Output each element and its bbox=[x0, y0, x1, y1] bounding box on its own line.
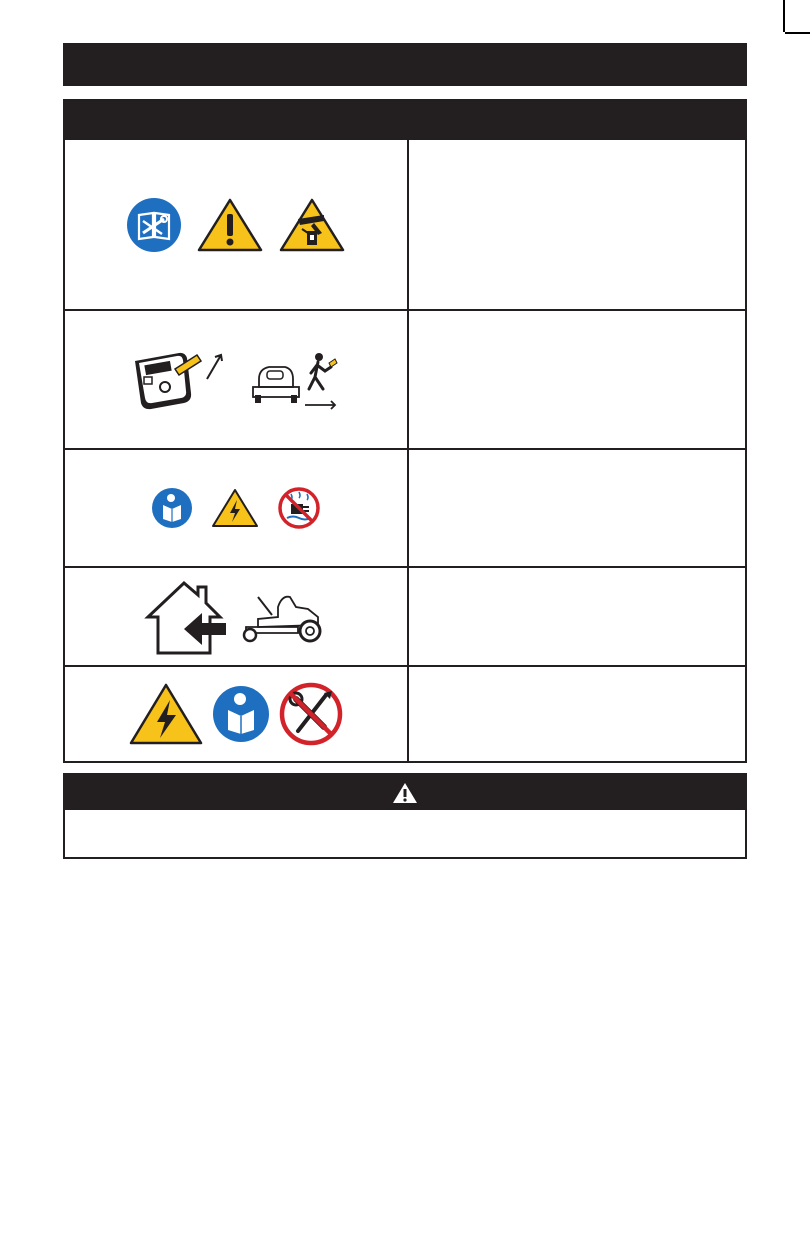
symbol-cell bbox=[65, 311, 407, 448]
table-header bbox=[65, 101, 745, 138]
description-cell bbox=[407, 140, 745, 309]
remove-key-icon bbox=[127, 349, 227, 411]
mower-walk-away-icon bbox=[245, 349, 345, 411]
electric-hazard-icon bbox=[128, 682, 204, 746]
description-cell bbox=[407, 311, 745, 448]
manual-tool-icon bbox=[126, 197, 182, 253]
no-tools-icon bbox=[278, 681, 344, 747]
table-row bbox=[65, 309, 745, 448]
mower-icon bbox=[238, 587, 328, 647]
table-row bbox=[65, 138, 745, 309]
description-cell bbox=[407, 568, 745, 665]
symbol-cell bbox=[65, 140, 407, 309]
warning-box bbox=[63, 773, 747, 859]
read-manual-icon bbox=[151, 487, 193, 529]
store-indoors-icon bbox=[144, 577, 228, 657]
description-cell bbox=[407, 667, 745, 761]
symbol-cell bbox=[65, 667, 407, 761]
crop-mark-vertical bbox=[783, 0, 785, 32]
electric-hazard-icon bbox=[211, 488, 259, 528]
table-row bbox=[65, 448, 745, 566]
crush-hazard-icon bbox=[278, 197, 346, 253]
warning-header bbox=[65, 775, 745, 810]
warning-triangle-icon bbox=[196, 197, 264, 253]
symbol-cell bbox=[65, 450, 407, 566]
table-row bbox=[65, 665, 745, 761]
warning-body bbox=[65, 810, 745, 857]
safety-symbol-table bbox=[63, 99, 747, 763]
page-title-bar bbox=[63, 43, 747, 86]
read-manual-icon bbox=[212, 685, 270, 743]
warning-triangle-icon bbox=[392, 782, 418, 804]
description-cell bbox=[407, 450, 745, 566]
crop-mark-horizontal bbox=[785, 32, 810, 34]
symbol-cell bbox=[65, 568, 407, 665]
no-water-plug-icon bbox=[277, 486, 321, 530]
table-row bbox=[65, 566, 745, 665]
